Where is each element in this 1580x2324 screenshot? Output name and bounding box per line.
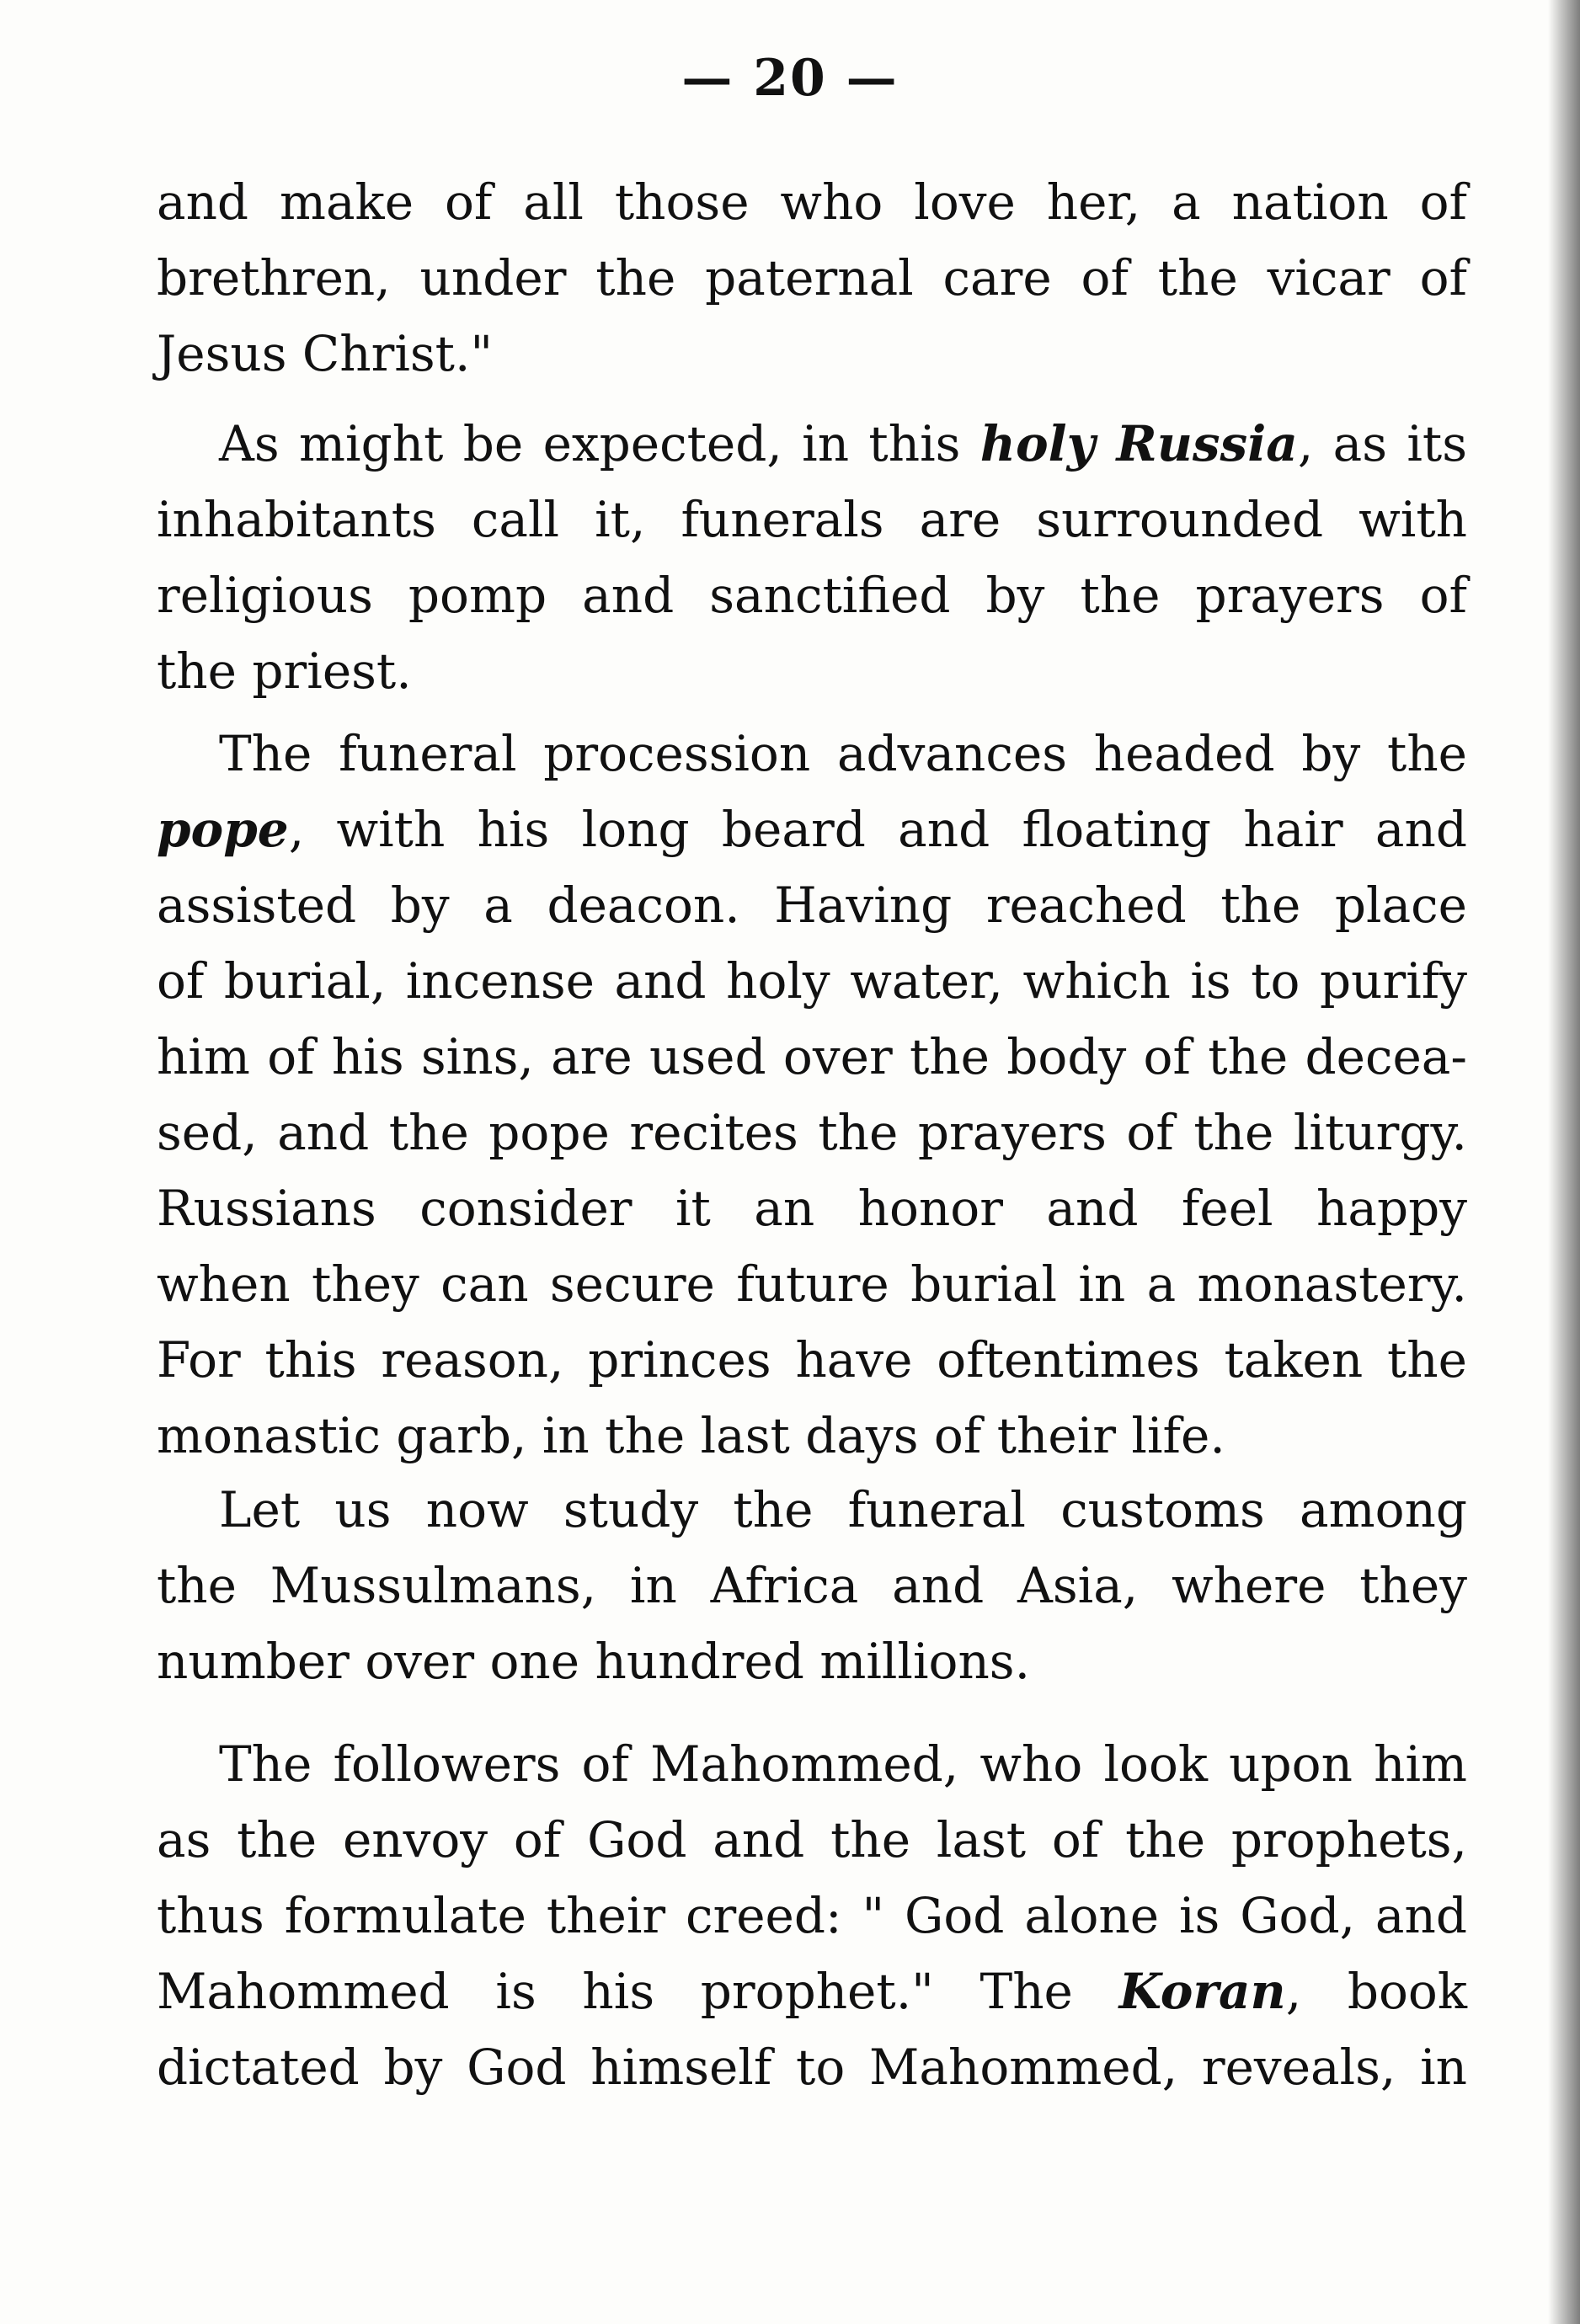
page-number: — 20 — bbox=[681, 49, 899, 108]
text-line: The funeral procession advances headed by the bbox=[219, 725, 1467, 782]
italic-term: Koran bbox=[1118, 1963, 1286, 2020]
text-line: Russians consider it an honor and feel happy bbox=[157, 1180, 1467, 1237]
text-line: number over one hundred millions. bbox=[157, 1633, 1031, 1690]
text-line: sed, and the pope recites the prayers of the liturgy. bbox=[157, 1104, 1467, 1161]
text-run: Mahommed is his prophet." The bbox=[157, 1963, 1119, 2020]
italic-term: holy Russia bbox=[979, 415, 1298, 472]
text-line: of burial, incense and holy water, which is to purify bbox=[157, 952, 1467, 1010]
text-line: thus formulate their creed: " God alone is God, and bbox=[157, 1887, 1467, 1944]
text-line bbox=[157, 406, 1467, 482]
text-line bbox=[157, 1954, 1467, 2029]
text-line: For this reason, princes have oftentimes taken the bbox=[157, 1331, 1467, 1389]
paragraph-1 bbox=[157, 164, 1467, 392]
text-run: As might be expected, in this bbox=[219, 415, 980, 472]
text-line: monastic garb, in the last days of their life. bbox=[157, 1407, 1225, 1464]
text-line: Jesus Christ." bbox=[157, 325, 494, 382]
italic-term: pope bbox=[157, 801, 289, 858]
paragraph-5 bbox=[157, 1726, 1467, 2105]
text-line bbox=[157, 792, 1467, 867]
binding-edge-shadow bbox=[1548, 0, 1580, 2324]
paragraph-2 bbox=[157, 406, 1467, 709]
text-line: when they can secure future burial in a monastery. bbox=[157, 1255, 1467, 1313]
text-run: , with his long beard and floating hair and bbox=[288, 801, 1467, 858]
text-line: The followers of Mahommed, who look upon him bbox=[219, 1735, 1467, 1793]
text-line: assisted by a deacon. Having reached the place bbox=[157, 877, 1467, 934]
text-line: him of his sins, are used over the body of the decea- bbox=[157, 1028, 1467, 1085]
text-line: brethren, under the paternal care of the vicar of bbox=[157, 249, 1467, 306]
text-run: , book bbox=[1285, 1963, 1467, 2020]
paragraph-4 bbox=[157, 1472, 1467, 1699]
text-line: Let us now study the funeral customs among bbox=[219, 1481, 1467, 1538]
paragraph-3 bbox=[157, 716, 1467, 1474]
text-run: , as its bbox=[1297, 415, 1467, 472]
text-line: dictated by God himself to Mahommed, reveals, in bbox=[157, 2039, 1467, 2096]
text-line: inhabitants call it, funerals are surrounded with bbox=[157, 491, 1467, 548]
text-line: the priest. bbox=[157, 642, 412, 700]
text-line: the Mussulmans, in Africa and Asia, where they bbox=[157, 1557, 1467, 1614]
text-line: religious pomp and sanctified by the prayers of bbox=[157, 567, 1467, 624]
text-line: as the envoy of God and the last of the prophets, bbox=[157, 1811, 1467, 1868]
text-line: and make of all those who love her, a nation of bbox=[157, 173, 1467, 231]
